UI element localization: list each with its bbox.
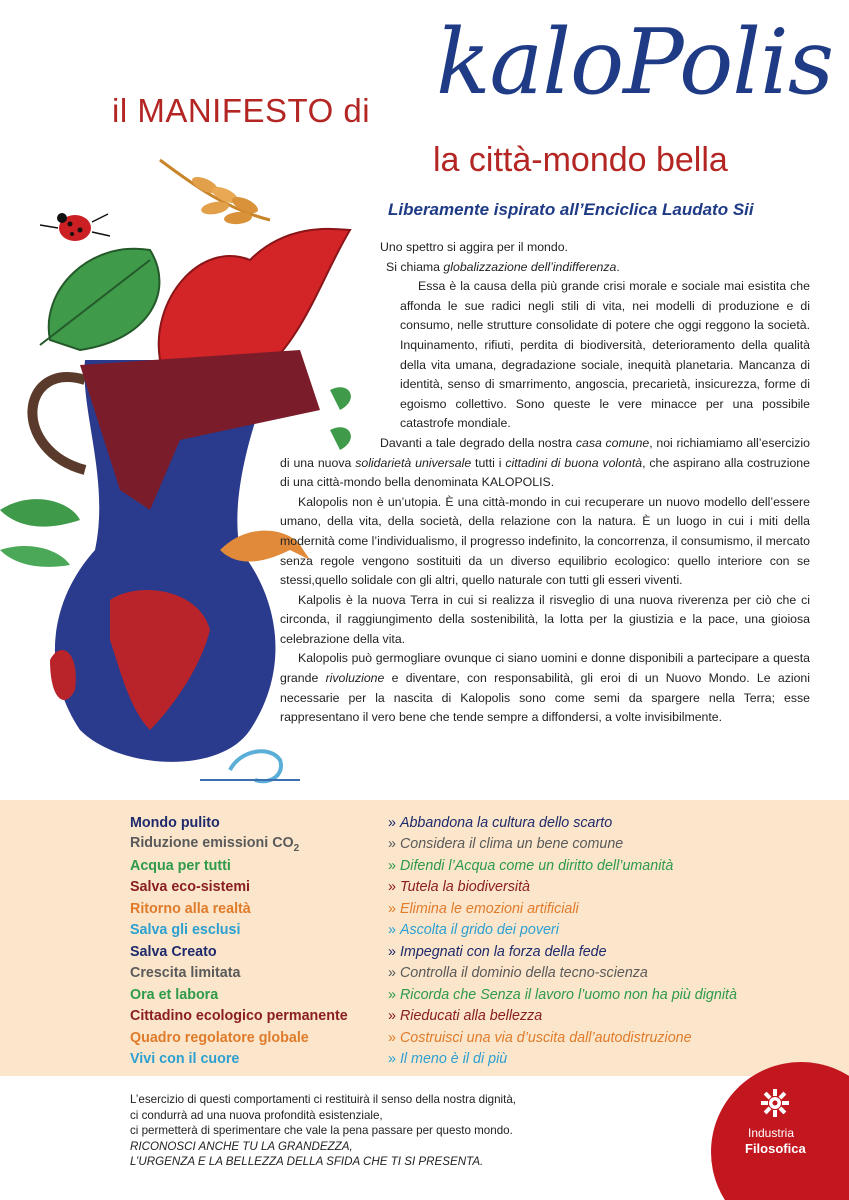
action-name: Ora et labora — [130, 986, 219, 1003]
action-description: » Ricorda che Senza il lavoro l’uomo non ha più dignità — [388, 987, 737, 1003]
action-row — [130, 834, 810, 856]
action-row — [130, 963, 810, 985]
action-name: Salva Creato — [130, 943, 217, 960]
snail-icon — [230, 751, 281, 781]
action-description: » Tutela la biodiversità — [388, 879, 530, 895]
action-row — [130, 1027, 810, 1049]
action-row — [130, 941, 810, 963]
publisher-name-1: Industria — [748, 1126, 795, 1140]
paragraph-intro: Uno spettro si aggira per il mondo. Si chiama globalizzazione dell’indifferenza. — [280, 238, 810, 277]
paragraph-crisis: Essa è la causa della più grande crisi morale e sociale mai esistita che affonda le sue radici negli stili di vita, nei modelli di produzione e di consumo, nelle strutture consolidate di potere che oggi reggono la società. Inquinamento, rifiuti, perdita di biodiversità, deterioramento della qualità della vita umana, degradazione sociale, inequità planetaria. Mancanza di identità, senso di smarrimento, angoscia, precarietà, insicurezza, forme di egoismo collettivo. Sono queste le vere minacce per una possibile catastrofe mondiale. — [400, 279, 810, 431]
intro-line-1: Uno spettro si aggira per il mondo. — [380, 240, 568, 254]
title-prefix: il MANIFESTO di — [112, 92, 371, 129]
action-row — [130, 920, 810, 942]
leaf-icon — [49, 249, 160, 350]
paragraph-appeal: Davanti a tale degrado della nostra casa comune, noi richiamiamo all’esercizio di una nuova solidarietà universale tutti i cittadini di buona volontà, che aspirano alla costruzione di una città-mondo bella denominata KALOPOLIS. — [280, 435, 810, 490]
action-name: Ritorno alla realtà — [130, 900, 251, 917]
action-row — [130, 898, 810, 920]
action-name: Salva eco-sistemi — [130, 879, 251, 896]
action-name: Crescita limitata — [130, 965, 241, 982]
action-name: Mondo pulito — [130, 814, 220, 831]
action-description: » Il meno è il di più — [388, 1051, 507, 1067]
action-description: » Controlla il dominio della tecno-scienza — [388, 965, 648, 981]
action-description: » Rieducati alla bellezza — [388, 1008, 542, 1024]
action-name: Vivi con il cuore — [130, 1051, 240, 1068]
action-row — [130, 855, 810, 877]
action-name: Riduzione emissioni $CO_2$ — [130, 834, 300, 854]
action-name: Quadro regolatore globale — [130, 1029, 309, 1046]
paragraph-germinate: Kalopolis può germogliare ovunque ci siano uomini e donne disponibili a partecipare a questa grande rivoluzione e diventare, con responsabilità, gli eroi di un Nuovo Mondo. Le azioni necessarie per la nascita di Kalopolis sono come semi da spargere nella Terra; esse rappresentano il vero bene che tende sempre a diffondersi, a volte invisibilmente. — [280, 651, 810, 725]
action-row — [130, 877, 810, 899]
action-description: » Elimina le emozioni artificiali — [388, 901, 579, 917]
action-row — [130, 812, 810, 834]
action-name: Salva gli esclusi — [130, 922, 241, 939]
globalization-term: globalizzazione dell’indifferenza — [443, 259, 617, 274]
closing-line-2: ci condurrà ad una nuova profondità esistenziale, — [130, 1108, 383, 1122]
kalopolis-logo: kaloPolis — [436, 10, 834, 115]
action-row — [130, 984, 810, 1006]
action-description: » Ascolta il grido dei poveri — [388, 922, 559, 938]
action-name-subscript: 2 — [293, 842, 300, 854]
ladybug-icon — [40, 213, 110, 241]
closing-line-4: RICONOSCI ANCHE TU LA GRANDEZZA, — [130, 1139, 353, 1153]
action-description: » Considera il clima un bene comune — [388, 836, 623, 852]
action-name: Cittadino ecologico permanente — [130, 1008, 348, 1025]
closing-statement — [130, 1092, 690, 1170]
closing-line-5: L’URGENZA E LA BELLEZZA DELLA SFIDA CHE TI SI PRESENTA. — [130, 1155, 484, 1169]
action-description: » Costruisci una via d’uscita dall’autodistruzione — [388, 1030, 692, 1046]
publisher-name-2: Filosofica — [745, 1141, 806, 1156]
action-description: » Impegnati con la forza della fede — [388, 944, 607, 960]
inspired-by: Liberamente ispirato all’Enciclica Laudato Sii — [388, 200, 754, 219]
wheat-icon — [160, 160, 270, 225]
action-description: » Difendi l’Acqua come un diritto dell’umanità — [388, 858, 673, 874]
paragraph-new-earth: Kalpolis è la nuova Terra in cui si realizza il risveglio di una nuova riverenza per ciò che ci circonda, il raggiungimento della sostenibilità, la lotta per la giustizia e la pace, una gioiosa celebrazione della vita. — [280, 592, 810, 646]
action-description: » Abbandona la cultura dello scarto — [388, 815, 612, 831]
closing-line-1: L’esercizio di questi comportamenti ci restituirà il senso della nostra dignità, — [130, 1093, 517, 1106]
action-row — [130, 1049, 810, 1071]
subtitle: la città-mondo bella — [433, 141, 728, 179]
action-row — [130, 1006, 810, 1028]
gear-flower-icon — [760, 1088, 790, 1118]
closing-line-3: ci permetterà di sperimentare che vale la pena passare per questo mondo. — [130, 1124, 513, 1138]
paragraph-utopia: Kalopolis non è un’utopia. È una città-mondo in cui recuperare un nuovo modello dell’essere umano, della vita, della società, della relazione con la natura. È un luogo in cui i miti della modernità come l’individualismo, il progresso indefinito, la concorrenza, il consumismo, il mercato senza regole vengono sostituiti da un diverso equilibrio ecologico: quello interiore con se stessi,quello solidale con gli altri, quello naturale con tutti gli esseri viventi. — [280, 494, 810, 588]
actions-list — [130, 812, 810, 1070]
manifesto-body — [280, 238, 810, 728]
action-name: Acqua per tutti — [130, 857, 231, 874]
